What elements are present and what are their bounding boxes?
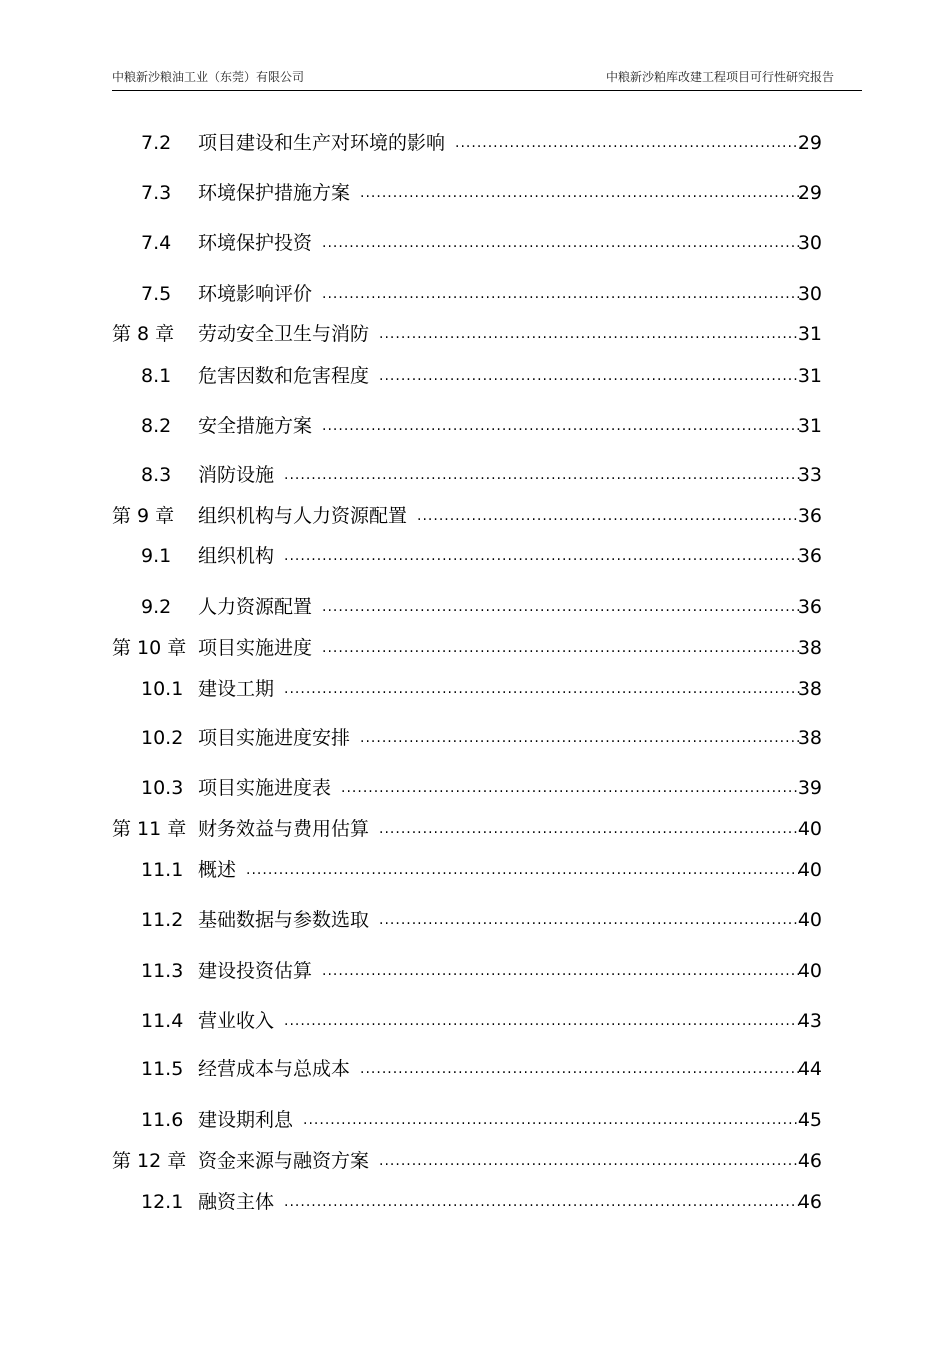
toc-entry-number: 11.3 [141, 960, 184, 982]
toc-entry[interactable] [0, 502, 950, 530]
toc-entry-page: 38 [797, 637, 822, 659]
toc-leader-dots [379, 906, 800, 934]
toc-entry-number: 第 11 章 [112, 818, 187, 840]
toc-entry-title: 环境保护措施方案 [198, 182, 351, 204]
toc-entry[interactable] [0, 1007, 950, 1035]
toc-entry-number: 7.4 [141, 232, 172, 254]
toc-entry-title: 劳动安全卫生与消防 [198, 323, 370, 345]
toc-entry-page: 30 [797, 283, 822, 305]
toc-entry[interactable] [0, 412, 950, 440]
toc-entry-title: 环境影响评价 [198, 283, 313, 305]
toc-entry-title: 危害因数和危害程度 [198, 365, 370, 387]
toc-entry[interactable] [0, 1188, 950, 1216]
toc-entry-number: 11.6 [141, 1109, 184, 1131]
toc-leader-dots [303, 1106, 800, 1134]
toc-entry-title: 环境保护投资 [198, 232, 313, 254]
toc-entry-title: 项目实施进度 [198, 637, 313, 659]
toc-leader-dots [417, 502, 800, 530]
toc-entry-number: 10.3 [141, 777, 184, 799]
toc-entry-title: 经营成本与总成本 [198, 1058, 351, 1080]
toc-entry-number: 第 12 章 [112, 1150, 187, 1172]
toc-entry-page: 40 [797, 909, 822, 931]
toc-entry-page: 39 [797, 777, 822, 799]
toc-entry-page: 43 [797, 1010, 822, 1032]
toc-leader-dots [246, 856, 800, 884]
toc-entry-number: 11.5 [141, 1058, 184, 1080]
toc-entry-number: 第 10 章 [112, 637, 187, 659]
toc-leader-dots [455, 129, 800, 157]
toc-entry[interactable] [0, 542, 950, 570]
toc-leader-dots [360, 724, 800, 752]
toc-entry-number: 7.3 [141, 182, 172, 204]
toc-entry-title: 融资主体 [198, 1191, 275, 1213]
toc-entry-page: 40 [797, 818, 822, 840]
toc-entry-page: 33 [797, 464, 822, 486]
toc-entry-title: 财务效益与费用估算 [198, 818, 370, 840]
toc-entry-title: 项目实施进度安排 [198, 727, 351, 749]
toc-entry[interactable] [0, 129, 950, 157]
toc-entry[interactable] [0, 179, 950, 207]
toc-entry-page: 46 [797, 1191, 822, 1213]
toc-entry[interactable] [0, 724, 950, 752]
toc-entry-title: 基础数据与参数选取 [198, 909, 370, 931]
toc-entry-number: 10.1 [141, 678, 184, 700]
toc-leader-dots [284, 1188, 800, 1216]
toc-entry[interactable] [0, 634, 950, 662]
toc-entry-number: 11.4 [141, 1010, 184, 1032]
toc-leader-dots [284, 461, 800, 489]
toc-entry[interactable] [0, 362, 950, 390]
toc-leader-dots [379, 815, 800, 843]
toc-leader-dots [322, 412, 800, 440]
toc-leader-dots [322, 593, 800, 621]
toc-entry-page: 40 [797, 859, 822, 881]
toc-leader-dots [341, 774, 800, 802]
toc-entry-page: 36 [797, 596, 822, 618]
toc-entry-number: 第 9 章 [112, 505, 175, 527]
toc-entry-title: 消防设施 [198, 464, 275, 486]
toc-leader-dots [379, 1147, 800, 1175]
toc-leader-dots [322, 957, 800, 985]
toc-entry[interactable] [0, 229, 950, 257]
toc-entry-page: 30 [797, 232, 822, 254]
toc-leader-dots [360, 1055, 800, 1083]
toc-entry-number: 11.1 [141, 859, 184, 881]
toc-entry[interactable] [0, 1106, 950, 1134]
toc-entry-page: 29 [797, 132, 822, 154]
toc-entry-title: 安全措施方案 [198, 415, 313, 437]
toc-entry[interactable] [0, 461, 950, 489]
toc-entry-page: 31 [797, 415, 822, 437]
toc-entry-title: 建设期利息 [198, 1109, 294, 1131]
toc-entry-page: 44 [797, 1058, 822, 1080]
toc-entry-title: 概述 [198, 859, 237, 881]
toc-entry-page: 31 [797, 365, 822, 387]
toc-entry-title: 建设投资估算 [198, 960, 313, 982]
toc-leader-dots [379, 362, 800, 390]
toc-entry-number: 8.1 [141, 365, 172, 387]
toc-entry[interactable] [0, 906, 950, 934]
header-report-title: 中粮新沙粕库改建工程项目可行性研究报告 [605, 70, 834, 84]
toc-entry[interactable] [0, 675, 950, 703]
toc-entry-page: 36 [797, 505, 822, 527]
toc-entry-page: 46 [797, 1150, 822, 1172]
toc-entry-number: 8.3 [141, 464, 172, 486]
toc-entry[interactable] [0, 320, 950, 348]
toc-leader-dots [322, 280, 800, 308]
toc-entry[interactable] [0, 593, 950, 621]
toc-leader-dots [322, 229, 800, 257]
toc-entry-title: 营业收入 [198, 1010, 275, 1032]
toc-entry-number: 10.2 [141, 727, 184, 749]
toc-entry-number: 8.2 [141, 415, 172, 437]
toc-leader-dots [322, 634, 800, 662]
toc-entry-page: 31 [797, 323, 822, 345]
toc-entry[interactable] [0, 1147, 950, 1175]
toc-entry-number: 9.2 [141, 596, 172, 618]
toc-entry-title: 建设工期 [198, 678, 275, 700]
toc-entry[interactable] [0, 1055, 950, 1083]
toc-entry-page: 45 [797, 1109, 822, 1131]
toc-entry-title: 项目实施进度表 [198, 777, 332, 799]
toc-entry-page: 40 [797, 960, 822, 982]
toc-entry-title: 组织机构与人力资源配置 [198, 505, 408, 527]
toc-entry-page: 38 [797, 678, 822, 700]
toc-entry-page: 38 [797, 727, 822, 749]
toc-entry-number: 7.2 [141, 132, 172, 154]
header-company: 中粮新沙粮油工业（东莞）有限公司 [112, 70, 305, 84]
toc-leader-dots [284, 1007, 800, 1035]
toc-entry-number: 7.5 [141, 283, 172, 305]
toc-leader-dots [379, 320, 800, 348]
toc-entry-title: 人力资源配置 [198, 596, 313, 618]
toc-entry-title: 资金来源与融资方案 [198, 1150, 370, 1172]
toc-entry-number: 11.2 [141, 909, 184, 931]
toc-entry-page: 36 [797, 545, 822, 567]
toc-entry-number: 第 8 章 [112, 323, 175, 345]
toc-leader-dots [284, 675, 800, 703]
toc-entry-number: 12.1 [141, 1191, 184, 1213]
toc-entry-number: 9.1 [141, 545, 172, 567]
toc-leader-dots [284, 542, 800, 570]
toc-entry[interactable] [0, 774, 950, 802]
toc-entry[interactable] [0, 815, 950, 843]
toc-entry-title: 组织机构 [198, 545, 275, 567]
toc-entry[interactable] [0, 856, 950, 884]
toc-entry[interactable] [0, 280, 950, 308]
toc-entry[interactable] [0, 957, 950, 985]
toc-entry-page: 29 [797, 182, 822, 204]
toc-leader-dots [360, 179, 800, 207]
toc-entry-title: 项目建设和生产对环境的影响 [198, 132, 446, 154]
